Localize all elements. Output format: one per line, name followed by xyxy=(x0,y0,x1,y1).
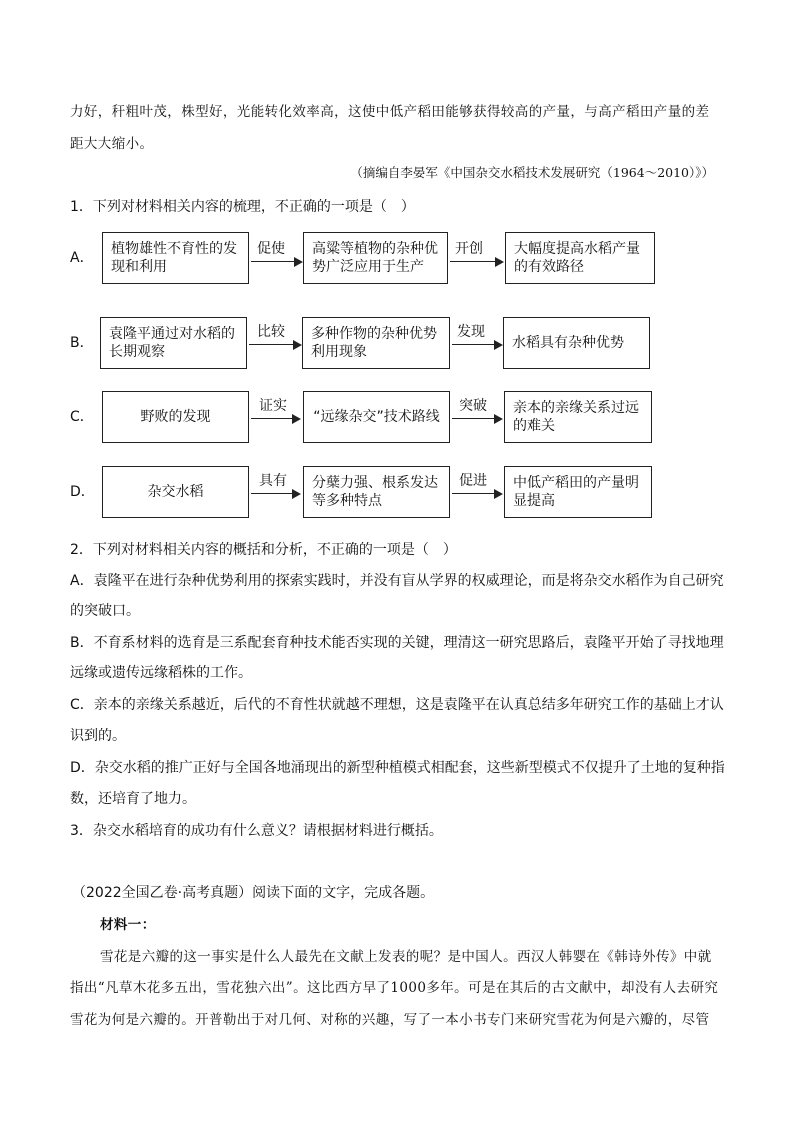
question-2-stem: 2．下列对材料相关内容的概括和分析，不正确的一项是（ ） xyxy=(70,542,457,558)
right-arrow-icon xyxy=(452,344,501,345)
flow-box-3: 中低产稻田的产量明显提高 xyxy=(504,466,652,518)
right-arrow-icon xyxy=(452,418,501,419)
paragraph-line: 距大大缩小。 xyxy=(70,136,154,152)
option-letter: A． xyxy=(70,250,94,266)
flow-box-1: 杂交水稻 xyxy=(102,466,249,518)
question-1-stem: 1．下列对材料相关内容的梳理，不正确的一项是（ ） xyxy=(70,199,415,215)
arrow-label-1: 比较 xyxy=(257,324,285,340)
arrow-label-1: 促使 xyxy=(257,241,285,257)
flow-box-3: 亲本的亲缘关系过远的难关 xyxy=(504,391,652,443)
right-arrow-icon xyxy=(251,261,301,262)
paragraph-line: 雪花为何是六瓣的。开普勒出于对几何、对称的兴趣，写了一本小书专门来研究雪花为何是六瓣的，尽管 xyxy=(70,1012,710,1028)
flow-box-1: 袁隆平通过对水稻的长期观察 xyxy=(100,317,247,369)
flow-box-3: 水稻具有杂种优势 xyxy=(503,317,650,369)
flow-box-1: 植物雄性不育性的发现和利用 xyxy=(102,232,249,284)
arrow-label-2: 开创 xyxy=(455,241,483,257)
arrow-label-2: 促进 xyxy=(459,473,487,489)
option-d-line: D．杂交水稻的推广正好与全国各地涌现出的新型种植模式相配套，这些新型模式不仅提升了土地的复种指 xyxy=(70,760,725,776)
right-arrow-icon xyxy=(251,418,299,419)
right-arrow-icon xyxy=(251,493,299,494)
arrow-label-2: 发现 xyxy=(457,324,485,340)
option-letter: B． xyxy=(70,335,94,351)
paragraph-line: 指出“凡草木花多五出，雪花独六出”。这比西方早了1000多年。可是在其后的古文献中，却没有人去研究 xyxy=(70,980,719,996)
option-b-line: 远缘或遗传远缘稻株的工作。 xyxy=(70,665,252,681)
flow-box-2: 多种作物的杂种优势利用现象 xyxy=(302,317,450,369)
right-arrow-icon xyxy=(450,261,502,262)
option-c-diagram xyxy=(70,391,670,443)
passage-intro: （2022全国乙卷·高考真题）阅读下面的文字，完成各题。 xyxy=(72,885,435,901)
flow-box-3: 大幅度提高水稻产量的有效路径 xyxy=(505,232,655,284)
option-b-diagram xyxy=(70,317,670,369)
option-c-line: C．亲本的亲缘关系越近，后代的不育性状就越不理想，这是袁隆平在认真总结多年研究工作的基础上才认 xyxy=(70,697,724,713)
right-arrow-icon xyxy=(249,344,300,345)
arrow-label-1: 具有 xyxy=(259,473,287,489)
option-a-diagram xyxy=(70,232,670,284)
right-arrow-icon xyxy=(452,493,501,494)
option-letter: D． xyxy=(70,484,95,500)
arrow-label-2: 突破 xyxy=(459,398,487,414)
flow-box-2: 分蘖力强、根系发达等多种特点 xyxy=(303,466,450,518)
flow-box-2: 高粱等植物的杂种优势广泛应用于生产 xyxy=(303,232,448,284)
option-c-line: 识到的。 xyxy=(70,728,126,744)
material-label: 材料一： xyxy=(100,917,156,933)
flow-box-1: 野败的发现 xyxy=(102,391,249,443)
option-a-line: A．袁隆平在进行杂种优势利用的探索实践时，并没有盲从学界的权威理论，而是将杂交水稻作为自己研究 xyxy=(70,573,724,589)
option-letter: C． xyxy=(70,409,94,425)
source-citation: （摘编自李晏军《中国杂交水稻技术发展研究（1964～2010）》） xyxy=(350,165,714,180)
flow-box-2: “远缘杂交”技术路线 xyxy=(303,391,450,443)
arrow-label-1: 证实 xyxy=(259,398,287,414)
option-d-line: 数，还培育了地力。 xyxy=(70,791,196,807)
paragraph-line: 力好，秆粗叶茂，株型好，光能转化效率高，这使中低产稻田能够获得较高的产量，与高产稻田产量的差 xyxy=(70,104,710,120)
option-d-diagram xyxy=(70,466,670,518)
option-a-line: 的突破口。 xyxy=(70,603,140,619)
option-b-line: B．不育系材料的选育是三系配套育种技术能否实现的关键，理清这一研究思路后，袁隆平开始了寻找地理 xyxy=(70,635,724,651)
question-3-stem: 3．杂交水稻培育的成功有什么意义？请根据材料进行概括。 xyxy=(70,823,443,839)
paragraph-line: 雪花是六瓣的这一事实是什么人最先在文献上发表的呢？是中国人。西汉人韩婴在《韩诗外传》中就 xyxy=(100,949,712,965)
